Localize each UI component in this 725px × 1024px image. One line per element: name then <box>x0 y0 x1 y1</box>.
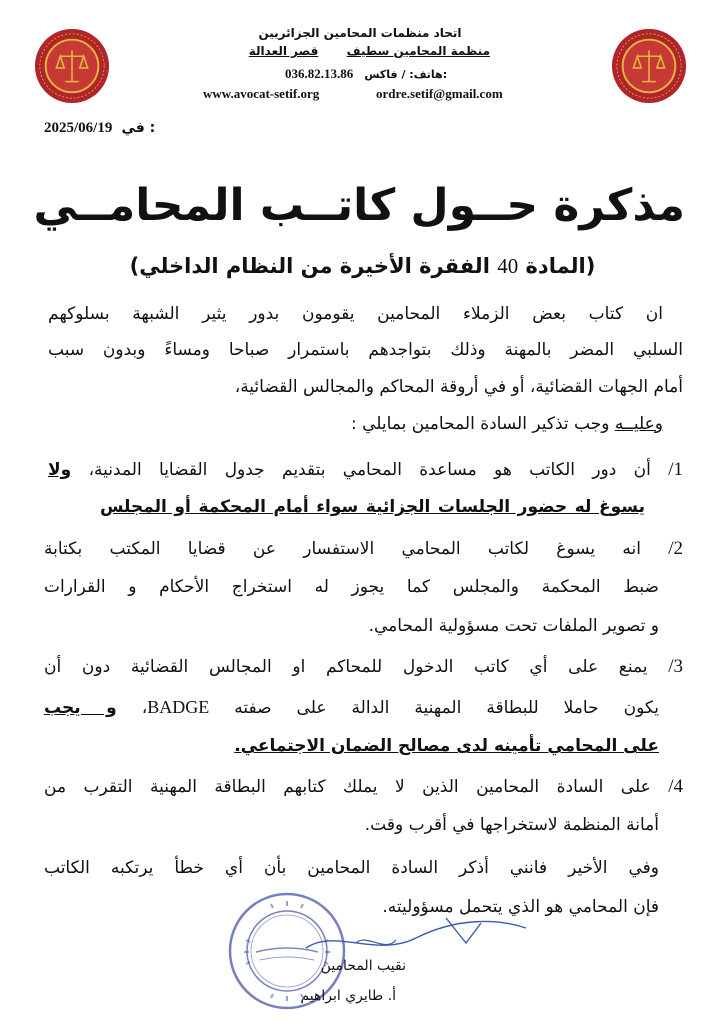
item-1-emphasis-start: ولا <box>48 460 72 480</box>
subtitle-paragraph: الفقرة الأخيرة من النظام الداخلي <box>139 254 490 278</box>
email-link[interactable]: ordre.setif@gmail.com <box>376 86 503 101</box>
org-address-line <box>230 44 490 58</box>
left-seal-logo <box>33 27 111 105</box>
website-link[interactable]: www.avocat-setif.org <box>203 86 320 101</box>
closing-line-1: وفي الأخير فانني أذكر السادة المحامين بأن أي خطأ يرتكبه الكاتب <box>44 858 659 878</box>
item-2-number: 2/ <box>668 538 683 559</box>
reminder-text: وجب تذكير السادة المحامين بمايلي : <box>350 414 615 434</box>
item-1-number: 1/ <box>668 459 683 480</box>
phone-line <box>285 63 447 82</box>
item-4-text: على السادة المحامين الذين لا يملك كتابهم البطاقة المهنية التقرب من <box>44 777 669 797</box>
item-1-line-1 <box>48 458 683 482</box>
item-3-card-text: يكون حاملا للبطاقة المهنية الدالة على صفته <box>209 698 659 718</box>
item-4-number: 4/ <box>668 776 683 797</box>
item-1-line-2: يسوغ له حضور الجلسات الجزائية سواء أمام المحكمة أو المجلس <box>100 497 645 517</box>
subtitle-open-paren: ( <box>585 254 596 278</box>
reminder-line <box>48 412 663 436</box>
item-3-emphasis-start: و يجب <box>44 698 117 718</box>
item-2-line-3: و تصوير الملفات تحت مسؤولية المحامي. <box>368 616 659 636</box>
date-label: في : <box>121 120 156 136</box>
item-3-text: يمنع على أي كاتب الدخول للمحاكم او المجالس القضائية دون أن <box>44 657 669 677</box>
item-1-text: أن دور الكاتب هو مساعدة المحامي بتقديم جدول القضايا المدنية، <box>71 460 669 480</box>
phone-number: 036.82.13.86 <box>285 66 354 81</box>
union-name: اتحاد منظمات المحامين الجزائريين <box>258 26 462 40</box>
item-3-badge-word: BADGE <box>147 697 210 717</box>
org-name: منظمة المحامين سطيف <box>346 44 490 58</box>
item-3-line-3: على المحامي تأمينه لدى مصالح الضمان الاجتماعي. <box>234 736 659 756</box>
intro-line-2: السلبي المضر بالمهنة وذلك بتواجدهم باستمرار صباحا ومساءً وبدون سبب <box>48 340 683 360</box>
item-2-line-2: ضبط المحكمة والمجلس كما يجوز له استخراج الأحكام و القرارات <box>44 577 659 597</box>
subtitle-close-paren: ) <box>129 254 140 278</box>
phone-label: هاتف: / فاكس: <box>364 68 448 81</box>
item-2-line-1 <box>44 537 683 561</box>
subtitle-article-number: 40 <box>497 254 519 278</box>
item-4-line-2: أمانة المنظمة لاستخراجها في أقرب وقت. <box>364 815 659 835</box>
signatory-name: أ. طايري ابراهيم <box>300 988 396 1004</box>
item-2-text: انه يسوغ لكاتب المحامي الاستفسار عن قضايا المكتب بكتابة <box>44 539 669 559</box>
intro-line-3: أمام الجهات القضائية، أو في أروقة المحاكم والمجالس القضائية، <box>234 377 683 397</box>
subtitle-article: المادة <box>525 254 586 278</box>
item-3-number: 3/ <box>668 656 683 677</box>
address: قصر العدالة <box>248 44 319 58</box>
memo-subtitle <box>100 254 625 279</box>
closing-line-2: فإن المحامي هو الذي يتحمل مسؤوليته. <box>382 897 659 917</box>
signatory-role: نقيب المحامين <box>320 958 406 974</box>
memo-title: مذكرة حــول كاتــب المحامــي <box>33 180 685 231</box>
item-3-comma: ، <box>116 698 148 718</box>
intro-line-1: ان كتاب بعض الزملاء المحامين يقومون بدور يثير الشبهة بسلوكهم <box>48 304 663 324</box>
date-line <box>44 117 155 137</box>
item-3-line-2 <box>44 695 659 720</box>
reminder-keyword: وعليــه <box>614 414 663 434</box>
item-3-line-1 <box>44 655 683 679</box>
right-seal-logo <box>610 27 688 105</box>
item-4-line-1 <box>44 775 683 799</box>
date-value: 2025/06/19 <box>44 120 113 136</box>
